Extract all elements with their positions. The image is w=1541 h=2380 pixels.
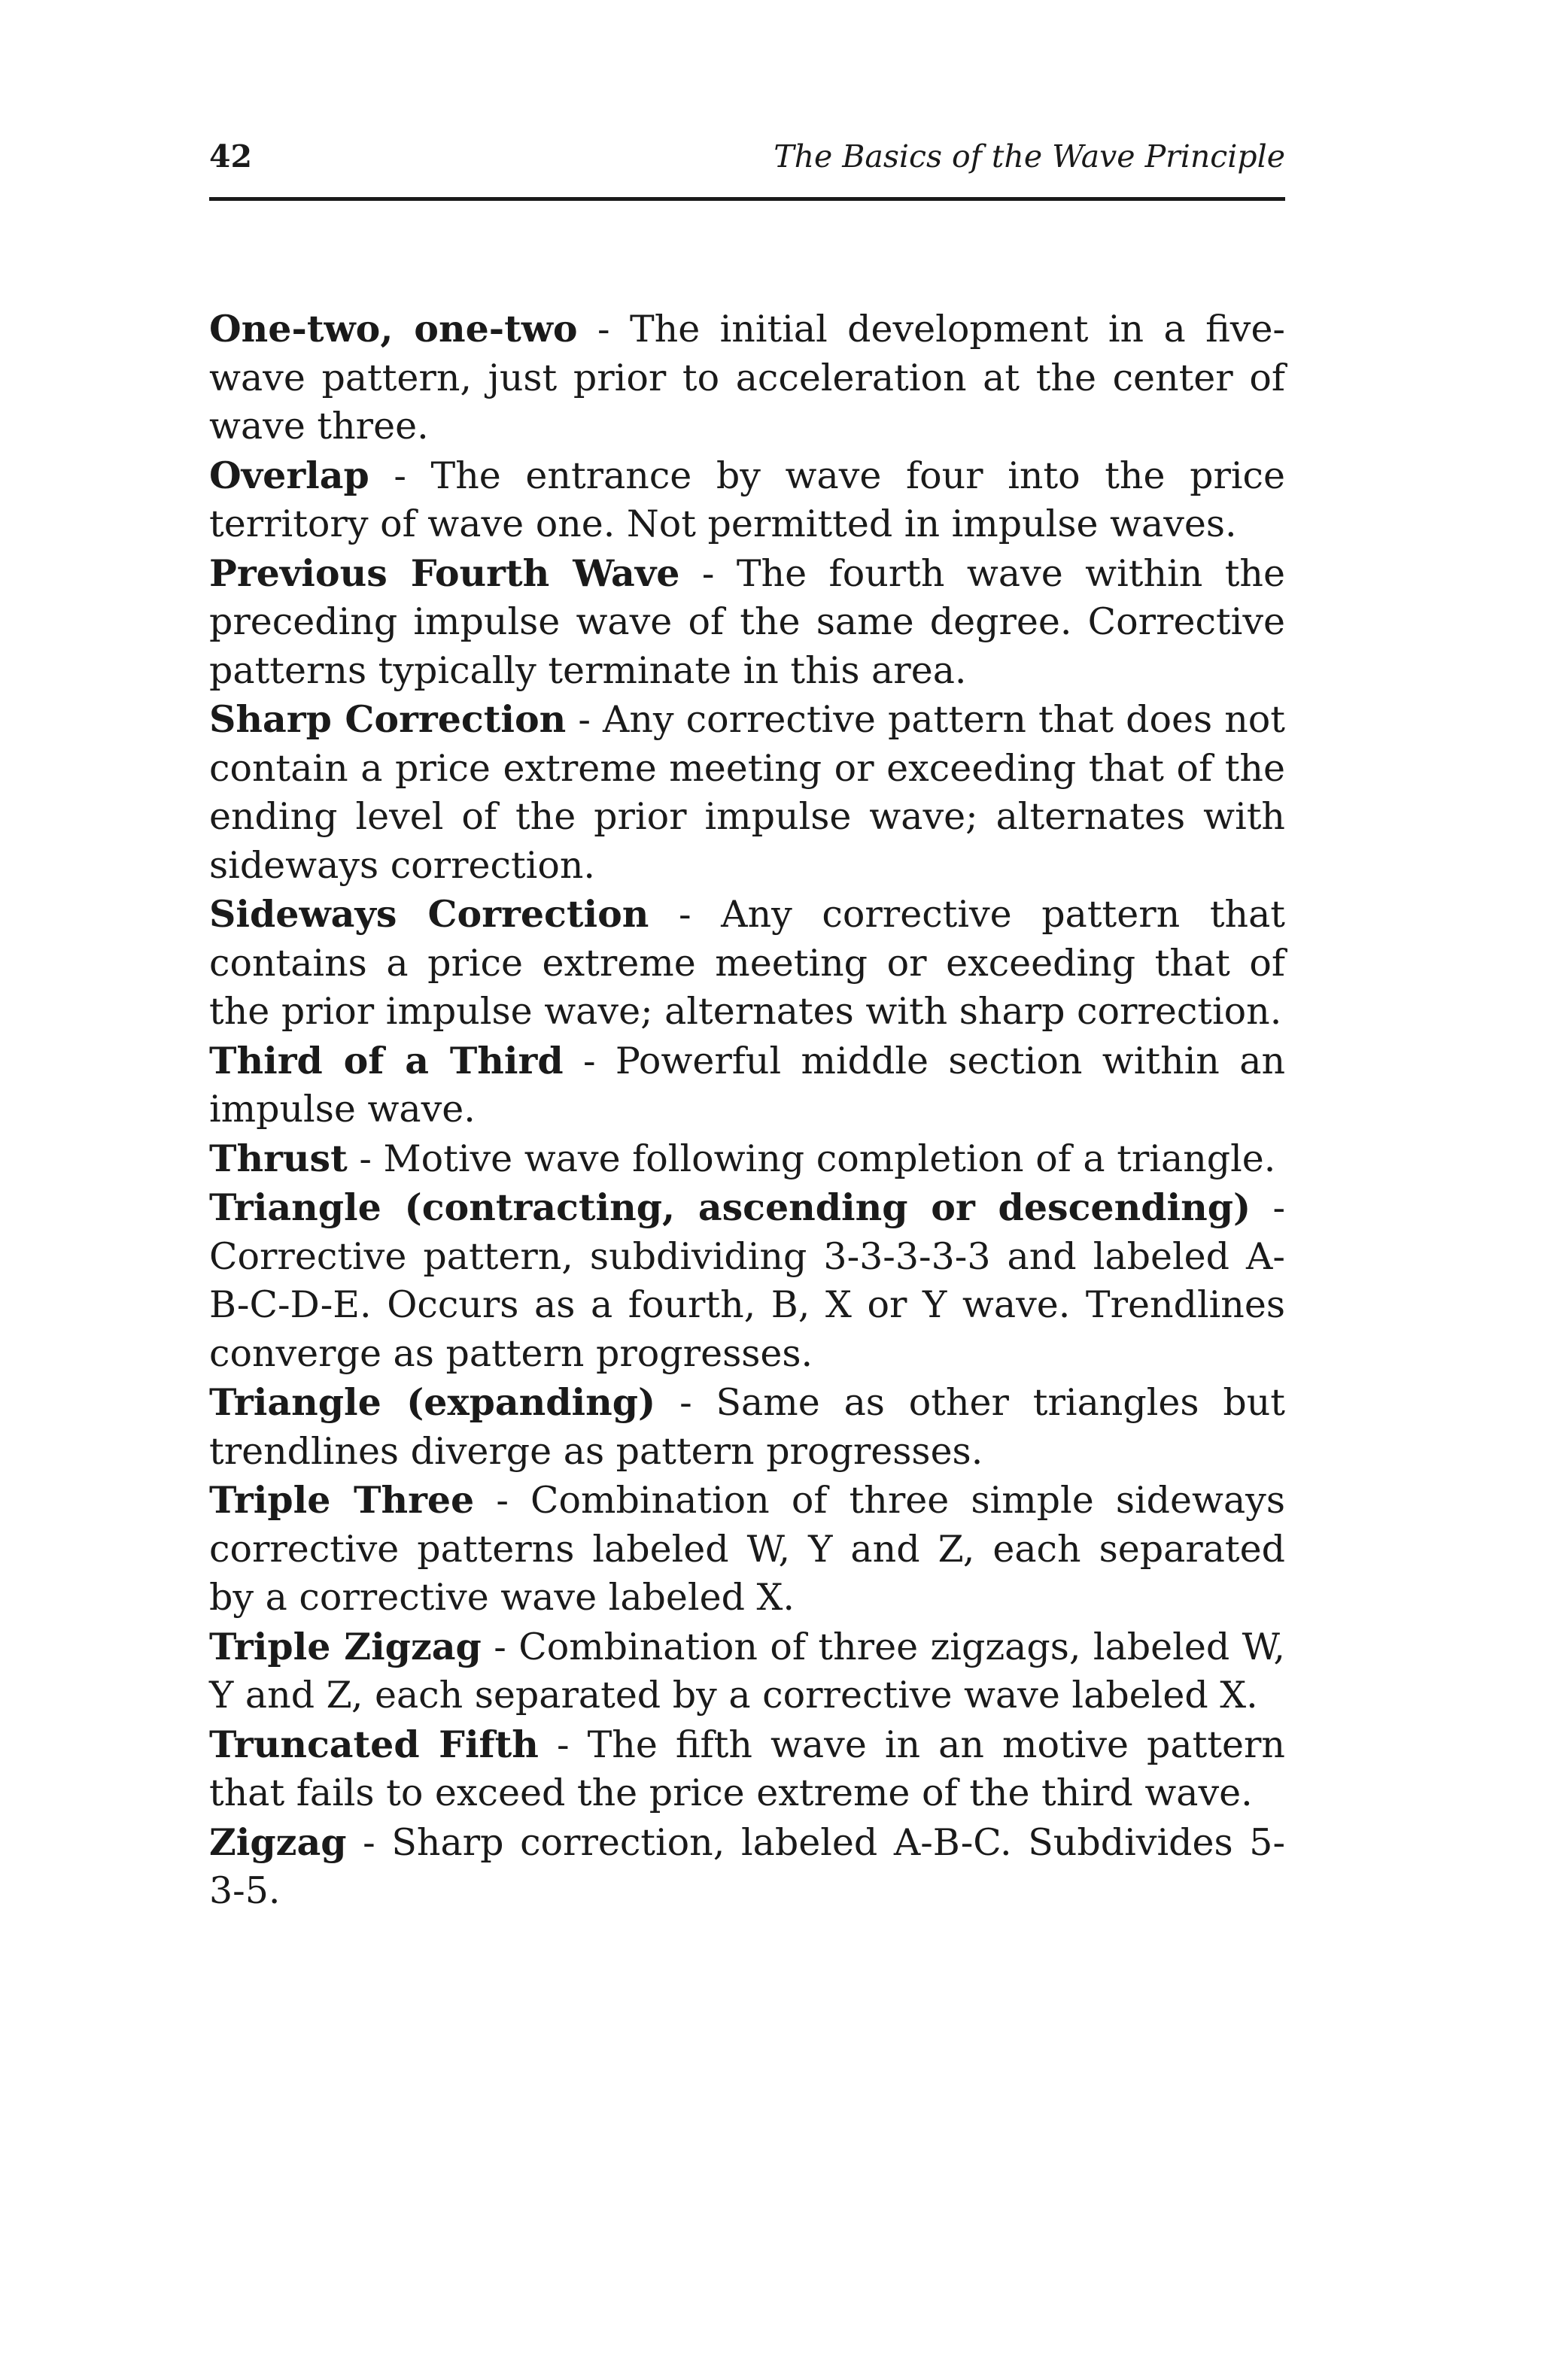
glossary-list (209, 305, 1285, 1916)
glossary-definition: - Combination of three simple sideways corrective patterns labeled W, Y and Z, each separated by a corrective wave labeled X. (209, 1479, 1285, 1619)
glossary-definition: - Any corrective pattern that does not contain a price extreme meeting or exceeding that of the ending level of the prior impulse wave; alternates with sideways correction. (209, 698, 1285, 887)
glossary-entry-overlap (209, 451, 1285, 549)
glossary-term: One-two, one-two (209, 307, 578, 351)
glossary-definition: - Combination of three zigzags, labeled W, Y and Z, each separated by a corrective wave labeled X. (209, 1625, 1285, 1717)
glossary-term: Triangle (expanding) (209, 1380, 656, 1424)
glossary-entry-triangle-expanding (209, 1378, 1285, 1476)
glossary-entry-zigzag (209, 1818, 1285, 1916)
glossary-entry-triple-three (209, 1476, 1285, 1623)
glossary-term: Previous Fourth Wave (209, 551, 680, 595)
glossary-definition: - Any corrective pattern that contains a price extreme meeting or exceeding that of the prior impulse wave; alternates with sharp correction. (209, 893, 1285, 1033)
glossary-term: Sharp Correction (209, 697, 567, 741)
glossary-definition: - Same as other triangles but trendlines diverge as pattern progresses. (209, 1381, 1285, 1473)
running-title: The Basics of the Wave Principle (774, 138, 1285, 175)
glossary-definition: - Motive wave following completion of a triangle. (347, 1137, 1276, 1180)
glossary-entry-truncated-fifth (209, 1720, 1285, 1818)
header-rule (209, 197, 1285, 201)
glossary-entry-third-of-a-third (209, 1037, 1285, 1134)
running-head (209, 132, 1285, 181)
glossary-entry-thrust (209, 1134, 1285, 1184)
glossary-entry-triangle-contracting (209, 1183, 1285, 1378)
glossary-entry-sideways-correction (209, 890, 1285, 1037)
page-number: 42 (209, 138, 253, 175)
glossary-term: Truncated Fifth (209, 1722, 539, 1766)
glossary-definition: - The fifth wave in an motive pattern that fails to exceed the price extreme of the third wave. (209, 1723, 1285, 1814)
glossary-term: Triple Zigzag (209, 1624, 482, 1668)
glossary-definition: - The entrance by wave four into the price territory of wave one. Not permitted in impulse waves. (209, 454, 1285, 545)
glossary-term: Third of a Third (209, 1038, 564, 1082)
glossary-entry-previous-fourth-wave (209, 549, 1285, 696)
glossary-entry-one-two (209, 305, 1285, 451)
glossary-definition: - Sharp correction, labeled A-B-C. Subdivides 5-3-5. (209, 1820, 1285, 1912)
glossary-term: Sideways Correction (209, 892, 649, 936)
glossary-definition: - The fourth wave within the preceding impulse wave of the same degree. Corrective patterns typically terminate in this area. (209, 551, 1285, 692)
glossary-definition: - The initial development in a five-wave pattern, just prior to acceleration at the center of wave three. (209, 308, 1285, 448)
glossary-term: Triple Three (209, 1478, 475, 1522)
glossary-entry-sharp-correction (209, 695, 1285, 890)
glossary-term: Thrust (209, 1136, 348, 1180)
glossary-term: Zigzag (209, 1820, 347, 1864)
glossary-definition: - Corrective pattern, subdividing 3-3-3-3-3 and labeled A-B-C-D-E. Occurs as a fourth, B, X or Y wave. Trendlines converge as pattern progresses. (209, 1186, 1285, 1375)
glossary-term: Overlap (209, 453, 369, 497)
glossary-term: Triangle (contracting, ascending or descending) (209, 1185, 1251, 1229)
glossary-entry-triple-zigzag (209, 1623, 1285, 1720)
glossary-definition: - Powerful middle section within an impulse wave. (209, 1039, 1285, 1131)
